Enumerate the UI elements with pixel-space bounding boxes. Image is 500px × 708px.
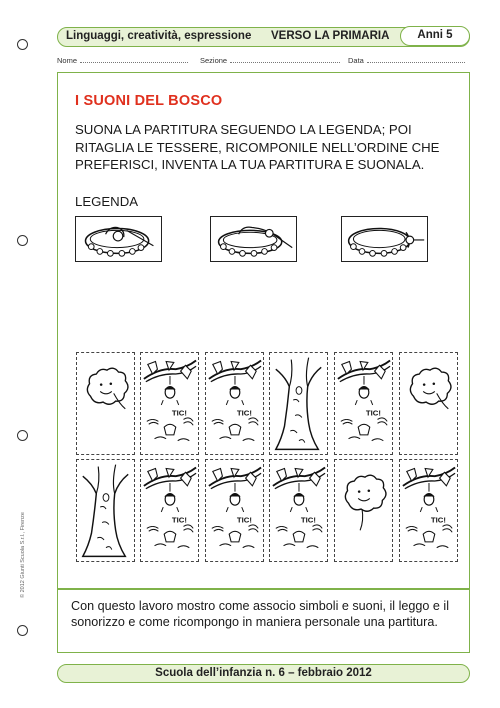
tree-crown-icon [335,460,392,561]
score-card-tree-crown[interactable] [76,352,135,455]
series-label: VERSO LA PRIMARIA [271,30,390,42]
score-card-tree-crown[interactable] [334,459,393,562]
section-field[interactable] [200,56,340,65]
date-field[interactable] [348,56,465,65]
tree-crown-icon [77,353,134,454]
legend-tambourine-rub [210,216,297,262]
score-card-branch-acorn[interactable] [269,459,328,562]
tambourine-rub-icon [211,217,296,261]
worksheet-title: I SUONI DEL BOSCO [75,93,223,109]
score-card-branch-acorn[interactable] [205,459,264,562]
tic-sound-text: TIC! [171,515,187,525]
tic-sound-text: TIC! [365,408,381,418]
name-field-label: Nome [57,56,78,65]
binder-hole-2 [17,235,28,246]
tree-trunk-icon [270,353,327,454]
age-badge: Anni 5 [400,26,470,46]
tic-sound-text: TIC! [236,515,252,525]
date-field-label: Data [348,56,364,65]
subject-label: Linguaggi, creatività, espressione [66,30,252,42]
branch-acorn-icon [270,460,327,561]
learning-statement: Con questo lavoro mostro come associo simboli e suoni, il leggo e il sonorizzo e come ricompongo in maniera personale una partitura. [71,599,449,630]
binder-hole-1 [17,39,28,50]
page-header [57,27,470,47]
section-field-label: Sezione [200,56,228,65]
score-card-tree-trunk[interactable] [76,459,135,562]
learning-statement-box [57,589,470,653]
score-card-branch-acorn[interactable] [205,352,264,455]
tambourine-shake-icon [342,217,427,261]
score-card-branch-acorn[interactable] [140,459,199,562]
branch-acorn-icon [206,353,263,454]
binder-hole-4 [17,625,28,636]
score-card-tree-crown[interactable] [399,352,458,455]
legend-label: LEGENDA [75,194,139,209]
tic-sound-text: TIC! [300,515,316,525]
score-card-tree-trunk[interactable] [269,352,328,455]
tree-trunk-icon [77,460,134,561]
branch-acorn-icon [400,460,457,561]
branch-acorn-icon [206,460,263,561]
binder-hole-3 [17,430,28,441]
tic-sound-text: TIC! [171,408,187,418]
tree-crown-icon [400,353,457,454]
score-card-branch-acorn[interactable] [140,352,199,455]
branch-acorn-icon [141,460,198,561]
tambourine-tap-icon [76,217,161,261]
legend-tambourine-shake [341,216,428,262]
worksheet-instructions: SUONA LA PARTITURA SEGUENDO LA LEGENDA; POI RITAGLIA LE TESSERE, RICOMPONILE NELL’ORDINE CHE PREFERISCI, INVENTA LA TUA PARTITURA E SUONALA. [75,122,440,172]
branch-acorn-icon [141,353,198,454]
issue-footer: Scuola dell’infanzia n. 6 – febbraio 2012 [57,664,470,683]
tic-sound-text: TIC! [430,515,446,525]
score-card-branch-acorn[interactable] [399,459,458,562]
name-field[interactable] [57,56,188,65]
score-card-branch-acorn[interactable] [334,352,393,455]
legend-tambourine-tap [75,216,162,262]
tic-sound-text: TIC! [236,408,252,418]
branch-acorn-icon [335,353,392,454]
copyright-credit: © 2012 Giunti Scuola S.r.l., Firenze [20,512,26,598]
